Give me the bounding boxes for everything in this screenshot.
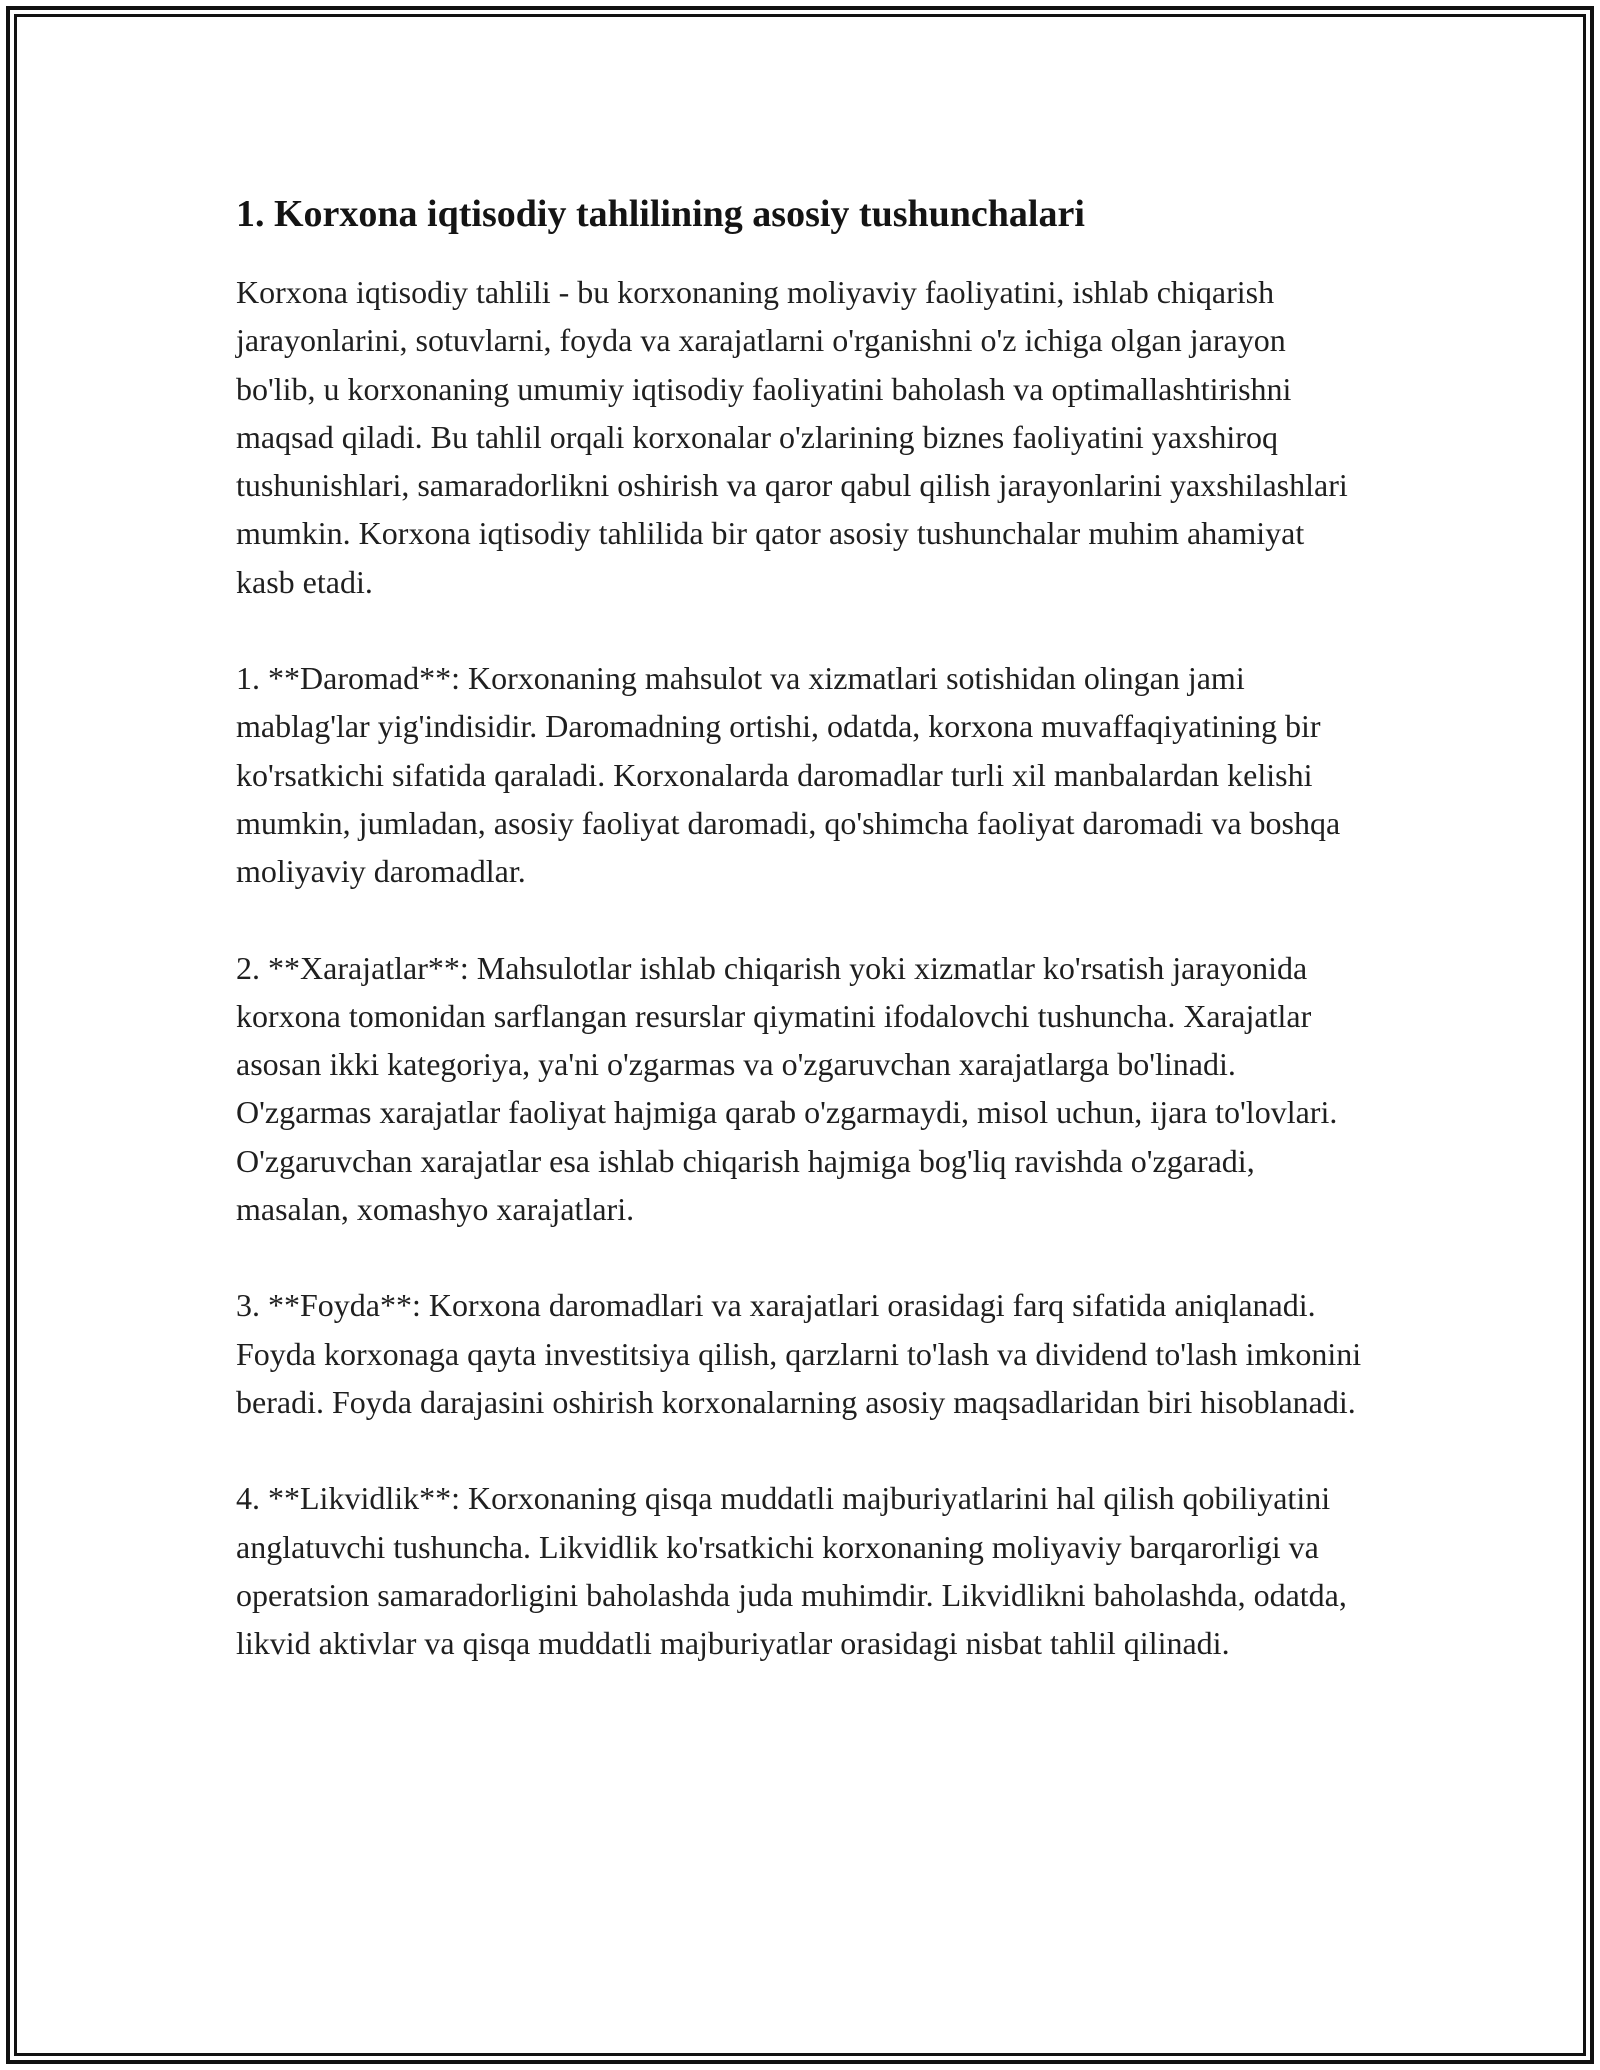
paragraph-daromad: 1. **Daromad**: Korxonaning mahsulot va xizmatlari sotishidan olingan jami mablag'lar yig'indisidir. Daromadning ortishi, odatda, korxona muvaffaqiyatining bir ko'rsatkichi sifatida qaraladi. Korxonalarda daromadlar turli xil manbalardan kelishi mumkin, jumladan, asosiy faoliyat daromadi, qo'shimcha faoliyat daromadi va boshqa moliyaviy daromadlar. [236, 660, 1341, 890]
intro-paragraph: Korxona iqtisodiy tahlili - bu korxonaning moliyaviy faoliyatini, ishlab chiqarish jarayonlarini, sotuvlarni, foyda va xarajatlarni o'rganishni o'z ichiga olgan jarayon bo'lib, u korxonaning umumiy iqtisodiy faoliyatini baholash va optimallashtirishni maqsad qiladi. Bu tahlil orqali korxonalar o'zlarining biznes faoliyatini yaxshiroq tushunishlari, samaradorlikni oshirish va qaror qabul qilish jarayonlarini yaxshilashlari mumkin. Korxona iqtisodiy tahlilida bir qator asosiy tushunchalar muhim ahamiyat kasb etadi. [236, 274, 1348, 600]
paragraph-likvidlik: 4. **Likvidlik**: Korxonaning qisqa muddatli majburiyatlarini hal qilish qobiliyatini anglatuvchi tushuncha. Likvidlik ko'rsatkichi korxonaning moliyaviy barqarorligi va operatsion samaradorligini baholashda juda muhimdir. Likvidlikni baholashda, odatda, likvid aktivlar va qisqa muddatli majburiyatlar orasidagi nisbat tahlil qilinadi. [236, 1480, 1347, 1662]
paragraph-foyda: 3. **Foyda**: Korxona daromadlari va xarajatlari orasidagi farq sifatida aniqlanadi. Foyda korxonaga qayta investitsiya qilish, qarzlarni to'lash va dividend to'lash imkonini beradi. Foyda darajasini oshirish korxonalarning asosiy maqsadlaridan biri hisoblanadi. [236, 1287, 1362, 1420]
paragraph-xarajatlar: 2. **Xarajatlar**: Mahsulotlar ishlab chiqarish yoki xizmatlar ko'rsatish jarayonida korxona tomonidan sarflangan resurslar qiymatini ifodalovchi tushuncha. Xarajatlar asosan ikki kategoriya, ya'ni o'zgarmas va o'zgaruvchan xarajatlarga bo'linadi. O'zgarmas xarajatlar faoliyat hajmiga qarab o'zgarmaydi, misol uchun, ijara to'lovlari. O'zgaruvchan xarajatlar esa ishlab chiqarish hajmiga bog'liq ravishda o'zgaradi, masalan, xomashyo xarajatlari. [236, 949, 1338, 1228]
document-title: 1. Korxona iqtisodiy tahlilining asosiy tushunchalari [236, 193, 1085, 235]
document-body [236, 188, 1366, 1715]
